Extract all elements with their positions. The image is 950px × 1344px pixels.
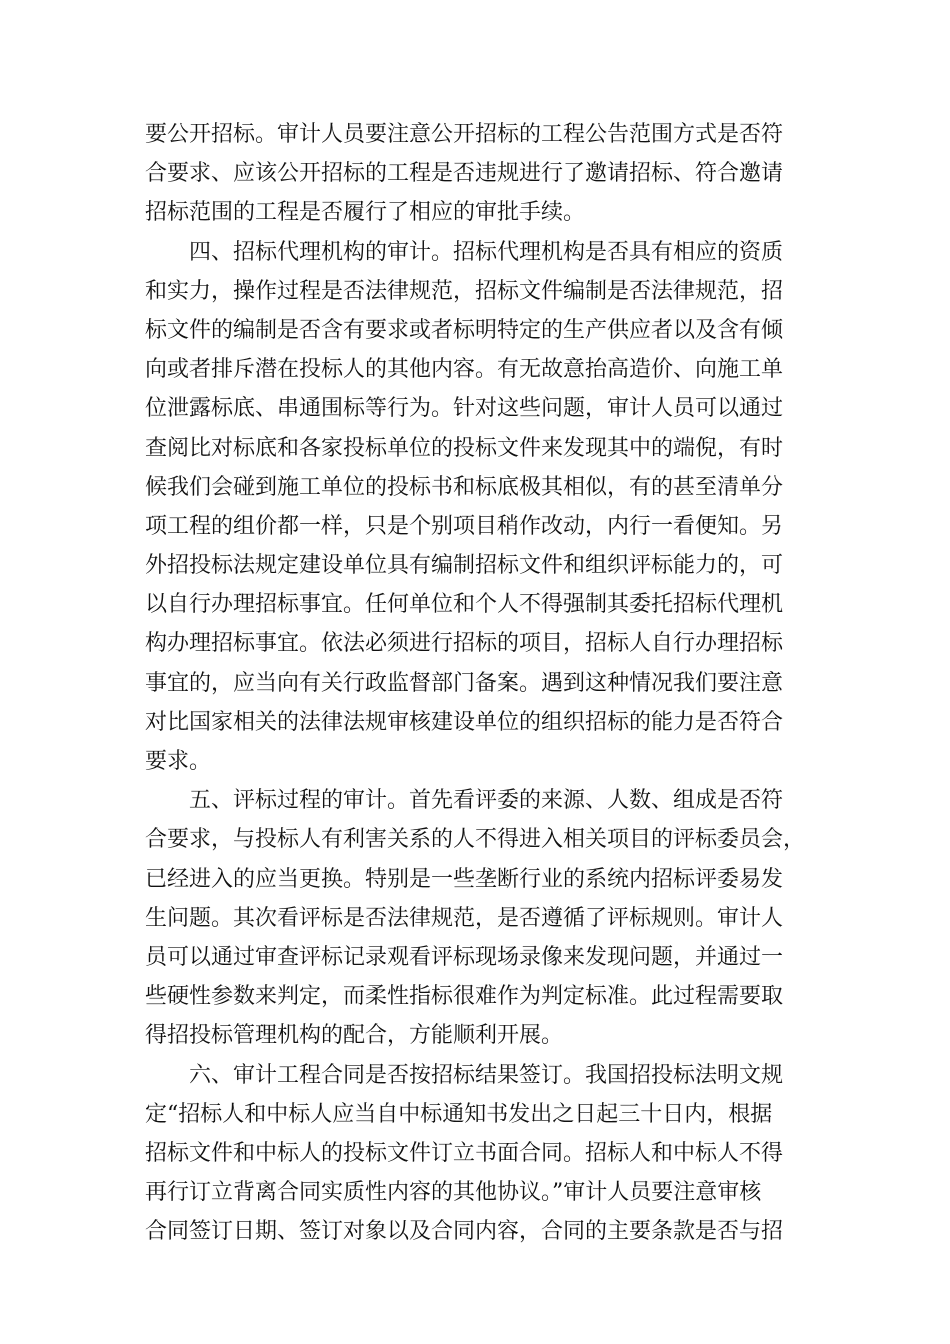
- text-line: 外招投标法规定建设单位具有编制招标文件和组织评标能力的，可: [145, 553, 784, 579]
- paragraph-evaluation-audit: [145, 781, 805, 1055]
- text-line: 对比国家相关的法律法规审核建设单位的组织招标的能力是否符合: [145, 709, 784, 735]
- text-line: 要求。: [145, 749, 212, 774]
- text-line: 定“招标人和中标人应当自中标通知书发出之日起三十日内，根据: [145, 1101, 773, 1127]
- text-line: 和实力，操作过程是否法律规范，招标文件编制是否法律规范，招: [145, 278, 784, 304]
- text-line: 以自行办理招标事宜。任何单位和个人不得强制其委托招标代理机: [145, 592, 784, 618]
- text-line: 员可以通过审查评标记录观看评标现场录像来发现问题，并通过一: [145, 944, 784, 970]
- text-line: 得招投标管理机构的配合，方能顺利开展。: [145, 1023, 564, 1049]
- text-line: 要公开招标。审计人员要注意公开招标的工程公告范围方式是否符: [145, 122, 784, 147]
- text-line: 合同签订日期、签订对象以及合同内容，合同的主要条款是否与招: [145, 1219, 784, 1245]
- text-line: 合要求、应该公开招标的工程是否违规进行了邀请招标、符合邀请: [145, 161, 784, 187]
- text-line: 向或者排斥潜在投标人的其他内容。有无故意抬高造价、向施工单: [145, 357, 784, 383]
- paragraph-agency-audit: [145, 233, 805, 782]
- paragraph-tender-scope: [145, 115, 805, 233]
- text-line: 五、评标过程的审计。首先看评委的来源、人数、组成是否符: [189, 788, 784, 814]
- text-line: 候我们会碰到施工单位的投标书和标底极其相似，有的甚至清单分: [145, 474, 784, 500]
- text-line: 六、审计工程合同是否按招标结果签订。我国招投标法明文规: [189, 1062, 784, 1088]
- text-line: 合要求，与投标人有利害关系的人不得进入相关项目的评标委员会，: [145, 827, 806, 853]
- text-line: 四、招标代理机构的审计。招标代理机构是否具有相应的资质: [189, 239, 784, 265]
- text-line: 查阅比对标底和各家投标单位的投标文件来发现其中的端倪，有时: [145, 435, 784, 461]
- text-line: 招标范围的工程是否履行了相应的审批手续。: [145, 200, 586, 226]
- text-line: 招标文件和中标人的投标文件订立书面合同。招标人和中标人不得: [145, 1140, 784, 1166]
- text-line: 构办理招标事宜。依法必须进行招标的项目，招标人自行办理招标: [145, 631, 784, 657]
- document-body: [145, 115, 805, 1251]
- text-line: 些硬性参数来判定，而柔性指标很难作为判定标准。此过程需要取: [145, 984, 784, 1010]
- text-line: 事宜的，应当向有关行政监督部门备案。遇到这种情况我们要注意: [145, 670, 784, 696]
- text-line: 位泄露标底、串通围标等行为。针对这些问题，审计人员可以通过: [145, 396, 784, 422]
- paragraph-contract-audit: [145, 1056, 805, 1252]
- text-line: 再行订立背离合同实质性内容的其他协议。”审计人员要注意审核: [145, 1180, 762, 1206]
- text-line: 标文件的编制是否含有要求或者标明特定的生产供应者以及含有倾: [145, 317, 784, 343]
- text-line: 生问题。其次看评标是否法律规范，是否遵循了评标规则。审计人: [145, 905, 784, 931]
- text-line: 已经进入的应当更换。特别是一些垄断行业的系统内招标评委易发: [145, 866, 784, 892]
- text-line: 项工程的组价都一样，只是个别项目稍作改动，内行一看便知。另: [145, 513, 784, 539]
